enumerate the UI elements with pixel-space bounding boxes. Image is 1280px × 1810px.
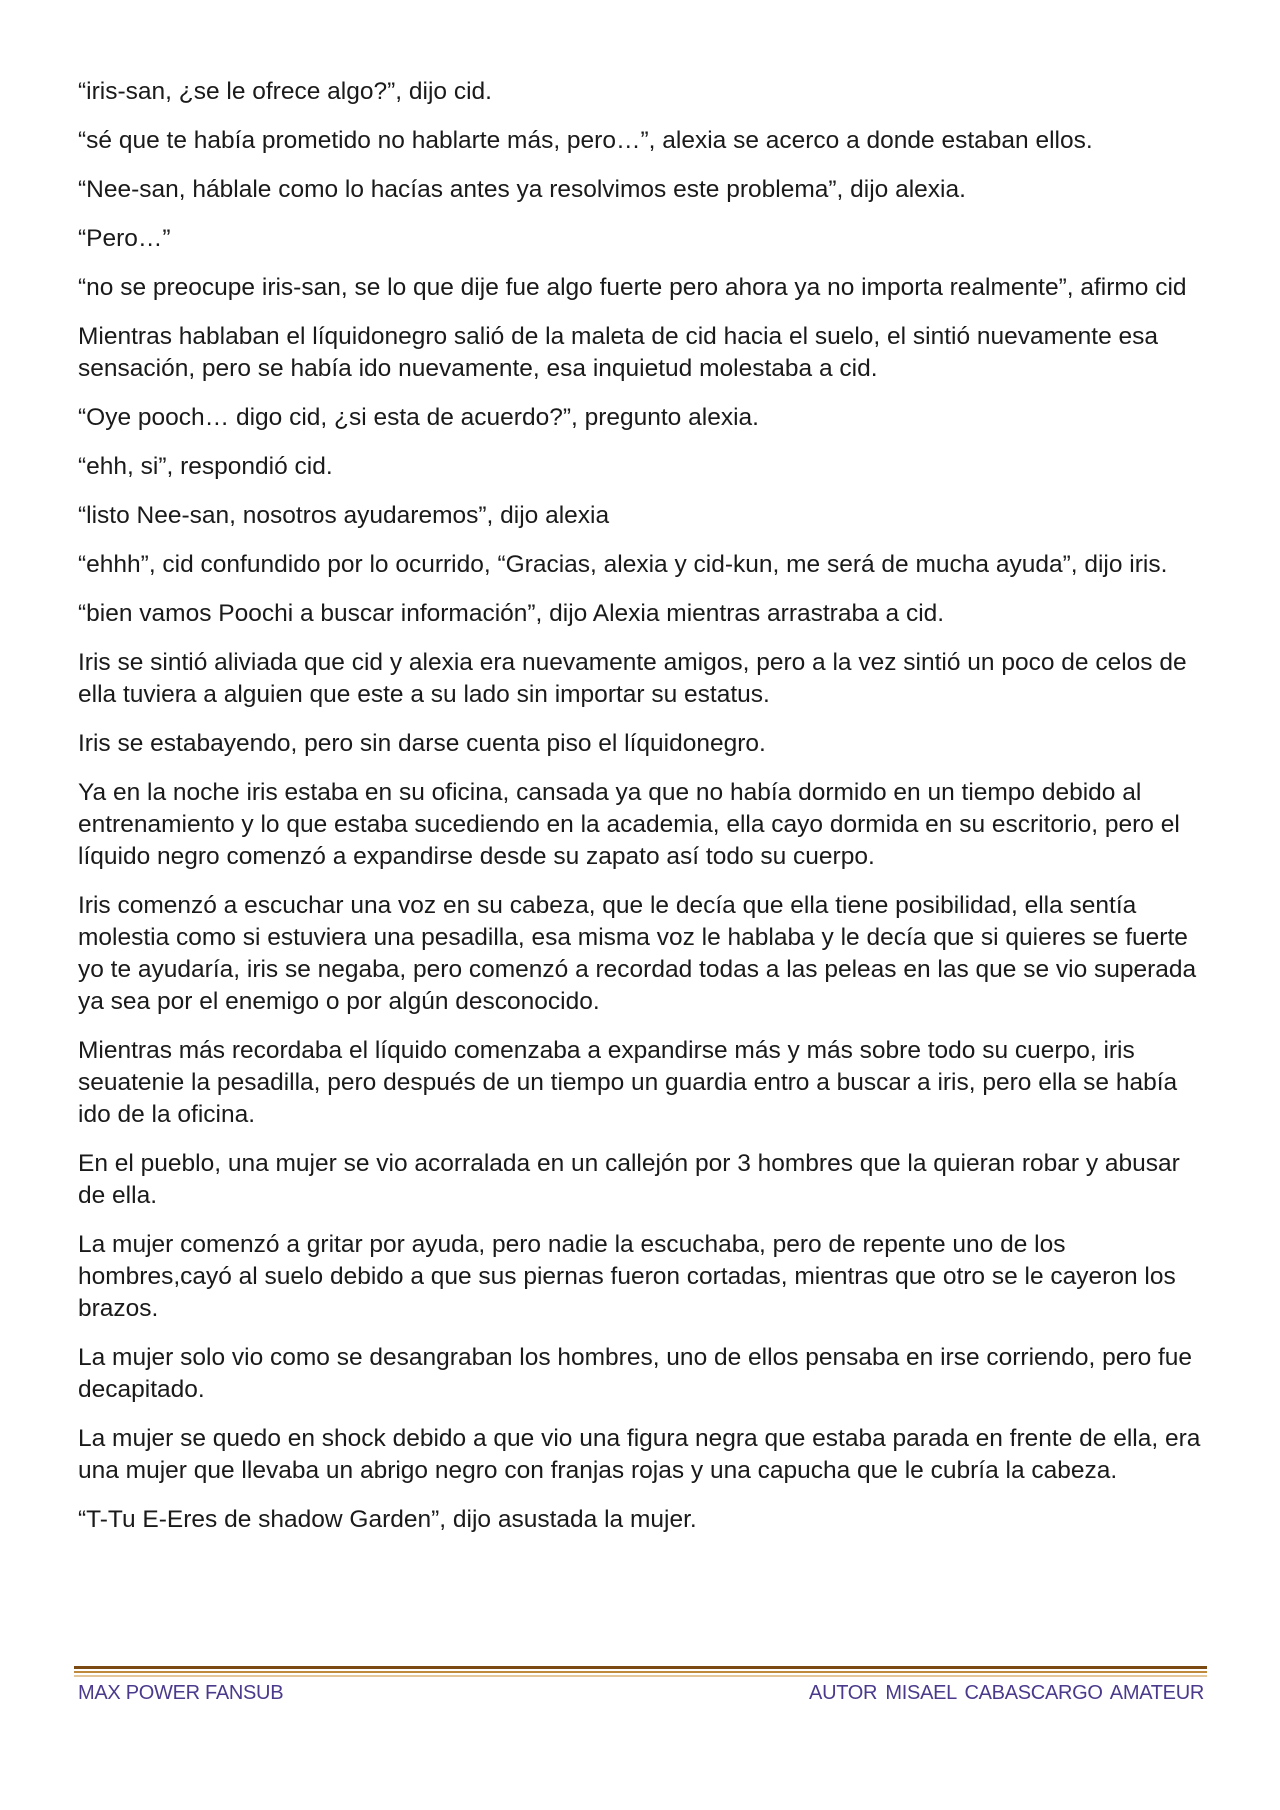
- paragraph: Ya en la noche iris estaba en su oficina, cansada ya que no había dormido en un tiempo debido al entrenamiento y lo que estaba sucediendo en la academia, ella cayo dormida en su escritorio, pero el líquido negro comenzó a expandirse desde su zapato así todo su cuerpo.: [78, 779, 1180, 870]
- paragraph: En el pueblo, una mujer se vio acorralada en un callejón por 3 hombres que la quieran robar y abusar de ella.: [78, 1150, 1180, 1209]
- paragraph: Iris se sintió aliviada que cid y alexia era nuevamente amigos, pero a la vez sintió un poco de celos de ella tuviera a alguien que este a su lado sin importar su estatus.: [78, 649, 1187, 708]
- paragraph: “T-Tu E-Eres de shadow Garden”, dijo asustada la mujer.: [78, 1506, 697, 1533]
- paragraph: “listo Nee-san, nosotros ayudaremos”, dijo alexia: [78, 502, 610, 529]
- footer-publisher: MAX POWER FANSUB: [78, 1682, 284, 1704]
- paragraph: “no se preocupe iris-san, se lo que dije fue algo fuerte pero ahora ya no importa realmente”, afirmo cid: [78, 274, 1187, 301]
- paragraph: “bien vamos Poochi a buscar información”, dijo Alexia mientras arrastraba a cid.: [78, 600, 945, 627]
- paragraph: “ehhh”, cid confundido por lo ocurrido, “Gracias, alexia y cid-kun, me será de mucha ayuda”, dijo iris.: [78, 551, 1168, 578]
- paragraph: La mujer comenzó a gritar por ayuda, pero nadie la escuchaba, pero de repente uno de los hombres,cayó al suelo debido a que sus piernas fueron cortadas, mientras que otro se le cayeron los brazos.: [78, 1231, 1176, 1322]
- paragraph: Mientras hablaban el líquidonegro salió de la maleta de cid hacia el suelo, el sintió nuevamente esa sensación, pero se había ido nuevamente, esa inquietud molestaba a cid.: [78, 323, 1159, 382]
- document-body: [78, 76, 1206, 1553]
- footer-divider: [74, 1671, 1207, 1673]
- paragraph: “sé que te había prometido no hablarte más, pero…”, alexia se acerco a donde estaban ellos.: [78, 127, 1093, 154]
- paragraph: “Oye pooch… digo cid, ¿si esta de acuerdo?”, pregunto alexia.: [78, 404, 759, 431]
- paragraph: Iris se estabayendo, pero sin darse cuenta piso el líquidonegro.: [78, 730, 766, 757]
- paragraph: “iris-san, ¿se le ofrece algo?”, dijo cid.: [78, 78, 492, 105]
- paragraph: “Pero…”: [78, 225, 171, 252]
- paragraph: La mujer solo vio como se desangraban los hombres, uno de ellos pensaba en irse corriendo, pero fue decapitado.: [78, 1344, 1193, 1403]
- footer-divider: [74, 1675, 1207, 1677]
- footer-divider: [74, 1666, 1207, 1669]
- footer-author: AUTOR MISAEL CABASCARGO AMATEUR: [809, 1682, 1204, 1704]
- paragraph: La mujer se quedo en shock debido a que vio una figura negra que estaba parada en frente de ella, era una mujer que llevaba un abrigo negro con franjas rojas y una capucha que le cubría la cabeza.: [78, 1425, 1201, 1484]
- paragraph: “ehh, si”, respondió cid.: [78, 453, 333, 480]
- paragraph: Mientras más recordaba el líquido comenzaba a expandirse más y más sobre todo su cuerpo, iris seuatenie la pesadilla, pero después de un tiempo un guardia entro a buscar a iris, pero ella se había ido de la oficina.: [78, 1037, 1178, 1128]
- paragraph: “Nee-san, háblale como lo hacías antes ya resolvimos este problema”, dijo alexia.: [78, 176, 966, 203]
- paragraph: Iris comenzó a escuchar una voz en su cabeza, que le decía que ella tiene posibilidad, ella sentía molestia como si estuviera una pesadilla, esa misma voz le hablaba y le decía que si quieres se fuerte yo te ayudaría, iris se negaba, pero comenzó a recordad todas a las peleas en las que se vio superada ya sea por el enemigo o por algún desconocido.: [78, 892, 1197, 1015]
